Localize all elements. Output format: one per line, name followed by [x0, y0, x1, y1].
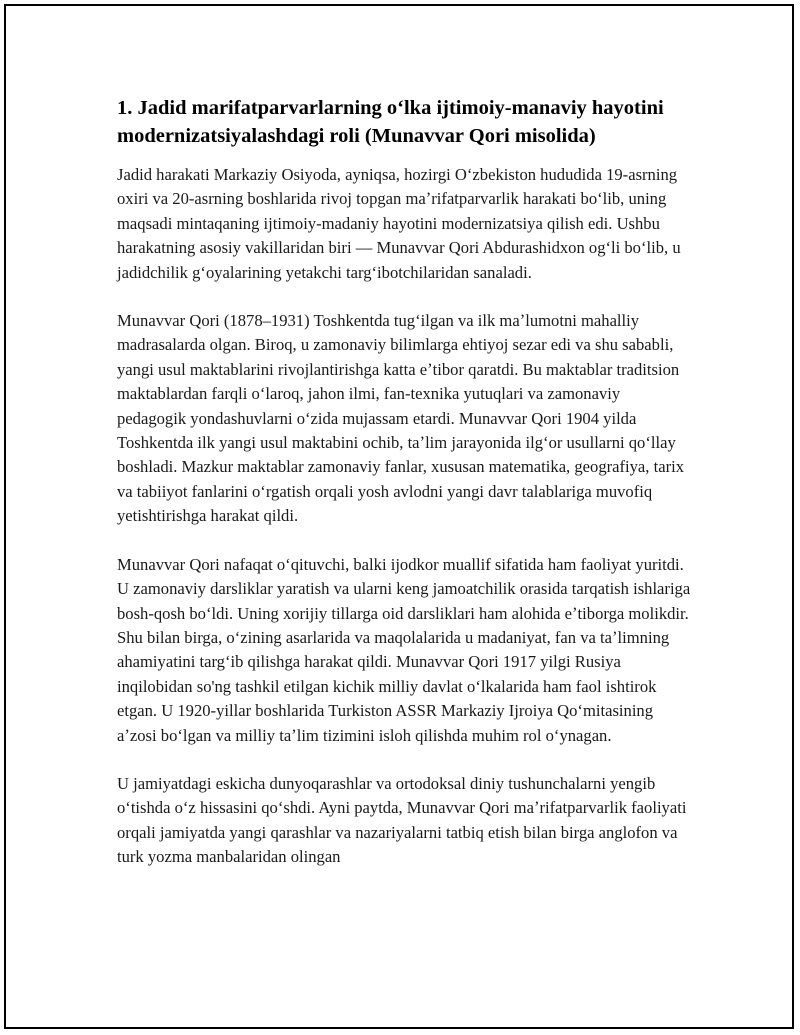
paragraph-1: Jadid harakati Markaziy Osiyoda, ayniqsa, hozirgi Oʻzbekiston hududida 19-asrning oxiri va 20-asrning boshlarida rivoj topgan maʼrifatparvarlik harakati boʻlib, uning maqsadi mintaqaning ijtimoiy-madaniy hayotini modernizatsiya qilish edi. Ushbu harakatning asosiy vakillaridan biri — Munavvar Qori Abdurashidxon ogʻli boʻlib, u jadidchilik gʻoyalarining yetakchi targʻibotchilaridan sanaladi.	[117, 165, 681, 282]
document-body	[117, 94, 692, 894]
paragraph-3: Munavvar Qori nafaqat oʻqituvchi, balki ijodkor muallif sifatida ham faoliyat yuritdi. U zamonaviy darsliklar yaratish va ularni keng jamoatchilik orasida tarqatish ishlariga bosh-qosh boʻldi. Uning xorijiy tillarga oid darsliklari ham alohida eʼtiborga molikdir. Shu bilan birga, oʻzining asarlarida va maqolalarida u madaniyat, fan va taʼlimning ahamiyatini targʻib qilishga harakat qildi. Munavvar Qori 1917 yilgi Rusiya inqilobidan so'ng tashkil etilgan kichik milliy davlat oʻlkalarida ham faol ishtirok etgan. U 1920-yillar boshlarida Turkiston ASSR Markaziy Ijroiya Qoʻmitasining aʼzosi boʻlgan va milliy taʼlim tizimini isloh qilishda muhim rol oʻynagan.	[117, 554, 691, 745]
paragraph-4: U jamiyatdagi eskicha dunyoqarashlar va ortodoksal diniy tushunchalarni yengib oʻtishda oʻz hissasini qoʻshdi. Ayni paytda, Munavvar Qori maʼrifatparvarlik faoliyati orqali jamiyatda yangi qarashlar va nazariyalarni tatbiq etish bilan birga anglofon va turk yozma manbalaridan olingan	[117, 773, 687, 867]
paragraph-2: Munavvar Qori (1878–1931) Toshkentda tugʻilgan va ilk maʼlumotni mahalliy madrasalarda olgan. Biroq, u zamonaviy bilimlarga ehtiyoj sezar edi va shu sababli, yangi usul maktablarini rivojlantirishga katta eʼtibor qaratdi. Bu maktablar traditsion maktablardan farqli oʻlaroq, jahon ilmi, fan-texnika yutuqlari va zamonaviy pedagogik yondashuvlarni oʻzida mujassam etardi. Munavvar Qori 1904 yilda Toshkentda ilk yangi usul maktabini ochib, taʼlim jarayonida ilgʻor usullarni qoʻllay boshladi. Mazkur maktablar zamonaviy fanlar, xususan matematika, geografiya, tarix va tabiiyot fanlarini oʻrgatish orqali yosh avlodni yangi davr talablariga muvofiq yetishtirishga harakat qildi.	[117, 311, 685, 526]
document-title: 1. Jadid marifatparvarlarning oʻlka ijtimoiy-manaviy hayotini modernizatsiyalashdagi roli (Munavvar Qori misolida)	[117, 97, 664, 147]
